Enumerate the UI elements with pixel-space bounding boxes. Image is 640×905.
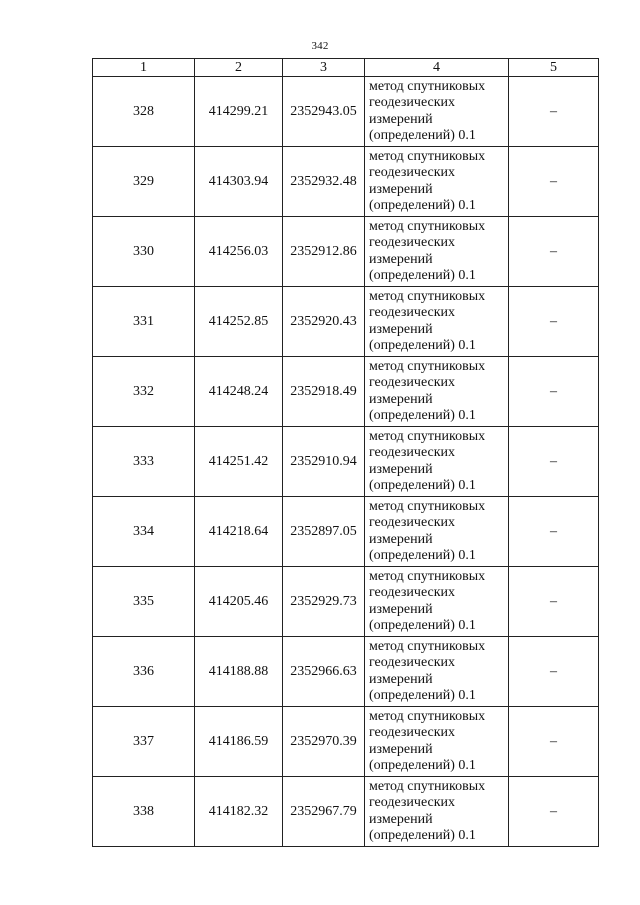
x-coordinate-cell: 414299.21	[195, 77, 283, 147]
column-5-cell: –	[509, 287, 599, 357]
method-line: геодезических	[369, 165, 456, 181]
method-line: геодезических	[369, 95, 456, 111]
method-line: измерений	[369, 461, 433, 477]
method-line: измерений	[369, 181, 433, 197]
method-line: геодезических	[369, 655, 456, 671]
x-coordinate-cell: 414251.42	[195, 427, 283, 497]
method-line: (определений) 0.1	[369, 547, 476, 563]
column-5-cell: –	[509, 707, 599, 777]
column-5-cell: –	[509, 147, 599, 217]
method-line: измерений	[369, 321, 433, 337]
y-coordinate-cell: 2352912.86	[283, 217, 365, 287]
method-line: (определений) 0.1	[369, 337, 476, 353]
method-line: метод спутниковых	[369, 289, 486, 305]
y-coordinate-cell: 2352967.79	[283, 777, 365, 847]
method-cell	[365, 357, 509, 427]
column-5-cell: –	[509, 567, 599, 637]
table-row	[93, 287, 599, 357]
method-line: измерений	[369, 391, 433, 407]
header-col-5: 5	[509, 59, 599, 77]
table-row	[93, 497, 599, 567]
method-line: измерений	[369, 111, 433, 127]
method-cell	[365, 217, 509, 287]
header-col-4: 4	[365, 59, 509, 77]
method-line: метод спутниковых	[369, 149, 486, 165]
method-line: (определений) 0.1	[369, 617, 476, 633]
method-cell	[365, 427, 509, 497]
y-coordinate-cell: 2352897.05	[283, 497, 365, 567]
method-line: метод спутниковых	[369, 779, 486, 795]
method-line: метод спутниковых	[369, 79, 486, 95]
method-cell	[365, 637, 509, 707]
y-coordinate-cell: 2352932.48	[283, 147, 365, 217]
method-line: (определений) 0.1	[369, 687, 476, 703]
column-5-cell: –	[509, 77, 599, 147]
x-coordinate-cell: 414218.64	[195, 497, 283, 567]
method-cell	[365, 777, 509, 847]
method-line: геодезических	[369, 585, 456, 601]
y-coordinate-cell: 2352910.94	[283, 427, 365, 497]
x-coordinate-cell: 414205.46	[195, 567, 283, 637]
method-line: геодезических	[369, 375, 456, 391]
x-coordinate-cell: 414182.32	[195, 777, 283, 847]
column-5-cell: –	[509, 777, 599, 847]
point-number-cell: 335	[93, 567, 195, 637]
method-line: (определений) 0.1	[369, 827, 476, 843]
method-line: (определений) 0.1	[369, 757, 476, 773]
x-coordinate-cell: 414303.94	[195, 147, 283, 217]
table-row	[93, 567, 599, 637]
x-coordinate-cell: 414248.24	[195, 357, 283, 427]
method-line: метод спутниковых	[369, 709, 486, 725]
point-number-cell: 329	[93, 147, 195, 217]
table-row	[93, 427, 599, 497]
table-row	[93, 147, 599, 217]
method-line: метод спутниковых	[369, 499, 486, 515]
method-line: измерений	[369, 671, 433, 687]
point-number-cell: 332	[93, 357, 195, 427]
x-coordinate-cell: 414186.59	[195, 707, 283, 777]
point-number-cell: 331	[93, 287, 195, 357]
method-line: метод спутниковых	[369, 639, 486, 655]
table-row	[93, 217, 599, 287]
method-cell	[365, 287, 509, 357]
method-cell	[365, 147, 509, 217]
header-col-1: 1	[93, 59, 195, 77]
method-line: геодезических	[369, 305, 456, 321]
method-line: (определений) 0.1	[369, 407, 476, 423]
method-line: (определений) 0.1	[369, 197, 476, 213]
method-cell	[365, 567, 509, 637]
method-line: измерений	[369, 531, 433, 547]
point-number-cell: 328	[93, 77, 195, 147]
point-number-cell: 336	[93, 637, 195, 707]
column-5-cell: –	[509, 637, 599, 707]
y-coordinate-cell: 2352943.05	[283, 77, 365, 147]
method-line: (определений) 0.1	[369, 127, 476, 143]
header-col-2: 2	[195, 59, 283, 77]
method-line: измерений	[369, 251, 433, 267]
table-body	[93, 77, 599, 847]
column-5-cell: –	[509, 357, 599, 427]
method-cell	[365, 707, 509, 777]
method-line: метод спутниковых	[369, 569, 486, 585]
method-line: (определений) 0.1	[369, 477, 476, 493]
method-line: геодезических	[369, 235, 456, 251]
table-header	[93, 59, 599, 77]
point-number-cell: 330	[93, 217, 195, 287]
column-5-cell: –	[509, 427, 599, 497]
table-row	[93, 707, 599, 777]
method-line: метод спутниковых	[369, 359, 486, 375]
point-number-cell: 338	[93, 777, 195, 847]
method-cell	[365, 497, 509, 567]
x-coordinate-cell: 414252.85	[195, 287, 283, 357]
method-line: измерений	[369, 741, 433, 757]
method-line: метод спутниковых	[369, 219, 486, 235]
point-number-cell: 334	[93, 497, 195, 567]
x-coordinate-cell: 414256.03	[195, 217, 283, 287]
y-coordinate-cell: 2352929.73	[283, 567, 365, 637]
method-line: геодезических	[369, 725, 456, 741]
y-coordinate-cell: 2352966.63	[283, 637, 365, 707]
method-line: геодезических	[369, 445, 456, 461]
header-col-3: 3	[283, 59, 365, 77]
method-line: метод спутниковых	[369, 429, 486, 445]
table-row	[93, 637, 599, 707]
method-line: измерений	[369, 811, 433, 827]
column-5-cell: –	[509, 217, 599, 287]
method-line: измерений	[369, 601, 433, 617]
method-line: геодезических	[369, 795, 456, 811]
table-row	[93, 357, 599, 427]
table-row	[93, 77, 599, 147]
x-coordinate-cell: 414188.88	[195, 637, 283, 707]
method-line: геодезических	[369, 515, 456, 531]
page-number: 342	[311, 40, 329, 52]
point-number-cell: 333	[93, 427, 195, 497]
method-cell	[365, 77, 509, 147]
y-coordinate-cell: 2352970.39	[283, 707, 365, 777]
y-coordinate-cell: 2352920.43	[283, 287, 365, 357]
column-5-cell: –	[509, 497, 599, 567]
method-line: (определений) 0.1	[369, 267, 476, 283]
header-row	[93, 59, 599, 77]
y-coordinate-cell: 2352918.49	[283, 357, 365, 427]
point-number-cell: 337	[93, 707, 195, 777]
table-row	[93, 777, 599, 847]
coordinates-table	[92, 58, 599, 847]
